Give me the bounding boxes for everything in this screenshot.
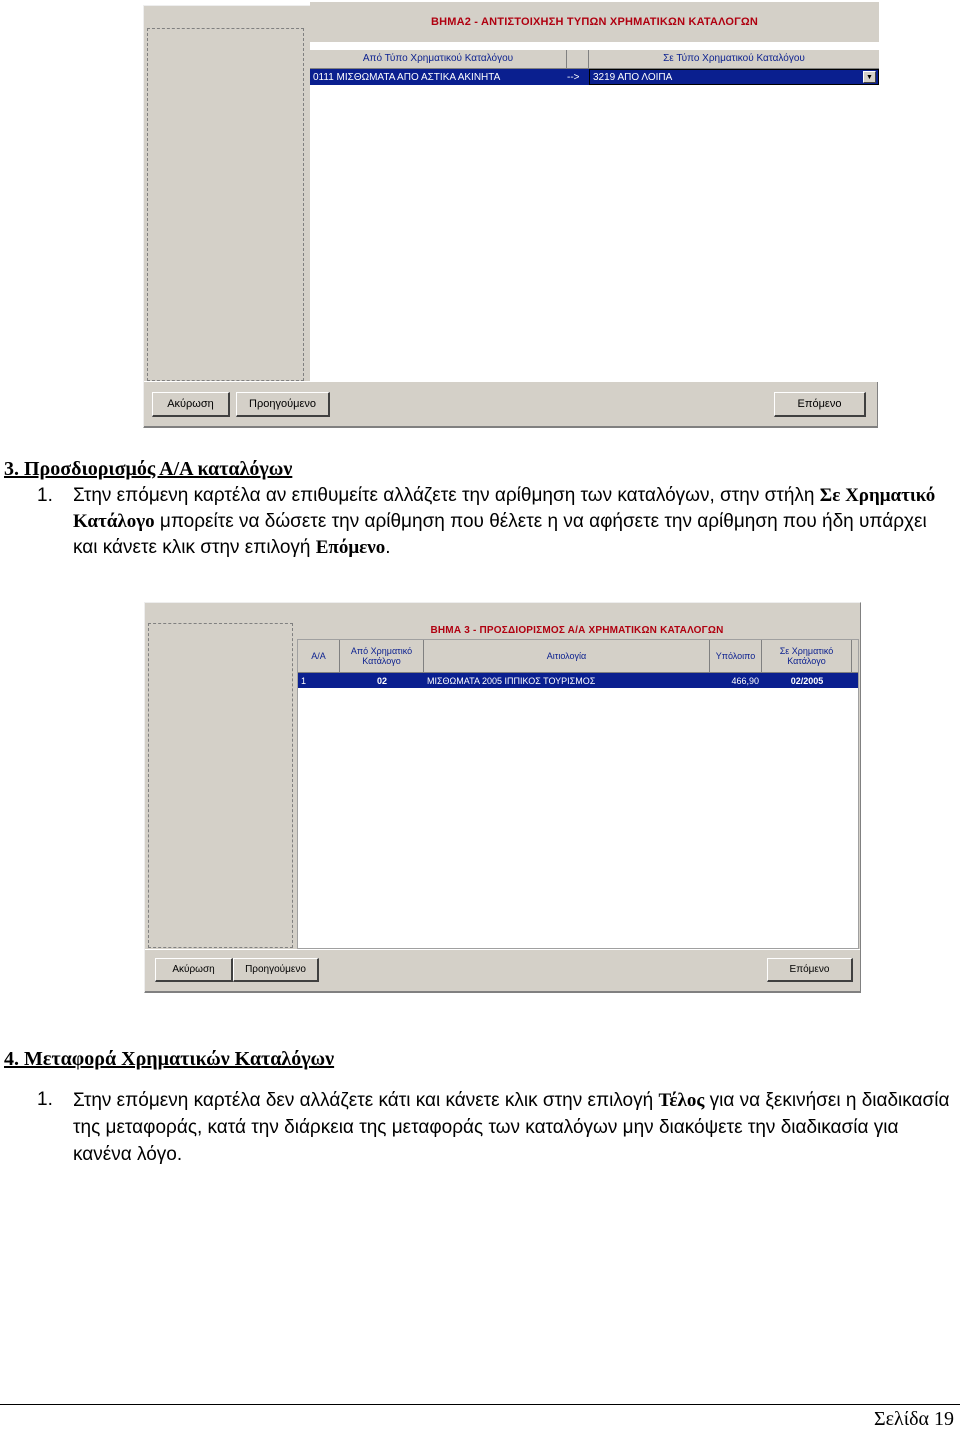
chevron-down-icon[interactable]: ▼ bbox=[863, 71, 876, 83]
section3-heading: 3. Προσδιορισμός Α/Α καταλόγων bbox=[4, 458, 293, 480]
section4-text-a: Στην επόμενη καρτέλα δεν αλλάζετε κάτι και κάνετε κλικ στην επιλογή bbox=[73, 1090, 659, 1111]
cancel-button[interactable]: Ακύρωση bbox=[155, 958, 233, 982]
section3-item-number: 1. bbox=[37, 485, 53, 506]
step2-row-to-value: 3219 ΑΠΟ ΛΟΙΠΑ bbox=[593, 71, 673, 83]
step2-row-arrow: --> bbox=[567, 71, 580, 83]
step3-side-panel bbox=[148, 623, 293, 948]
section4-heading: 4. Μεταφορά Χρηματικών Καταλόγων bbox=[4, 1048, 335, 1070]
step2-window bbox=[143, 5, 878, 428]
step2-grid-header bbox=[310, 50, 879, 69]
footer-divider bbox=[0, 1404, 960, 1405]
step3-row-aa: 1 bbox=[301, 675, 307, 686]
table-row[interactable] bbox=[298, 673, 858, 688]
page-number: Σελίδα 19 bbox=[873, 1408, 954, 1430]
step3-col-balance[interactable]: Υπόλοιπο bbox=[710, 640, 762, 672]
step2-row-from: 0111 ΜΙΣΘΩΜΑΤΑ ΑΠΟ ΑΣΤΙΚΑ ΑΚΙΝΗΤΑ bbox=[313, 71, 501, 83]
step2-col-from[interactable]: Από Τύπο Χρηματικού Καταλόγου bbox=[310, 50, 567, 68]
step2-side-panel bbox=[147, 28, 304, 381]
step3-col-to[interactable]: Σε Χρηματικό Κατάλογο bbox=[762, 640, 852, 672]
step2-row-to-select[interactable] bbox=[589, 69, 879, 85]
step3-row-to[interactable]: 02/2005 bbox=[790, 675, 824, 686]
step2-footer bbox=[144, 381, 877, 427]
step3-col-aa[interactable]: Α/Α bbox=[298, 640, 340, 672]
section4-bold-a: Τέλος bbox=[658, 1090, 705, 1111]
section3-text-a: Στην επόμενη καρτέλα αν επιθυμείτε αλλάζετε την αρίθμηση των καταλόγων, στην στήλη bbox=[73, 485, 820, 506]
step3-row-balance: 466,90 bbox=[731, 675, 759, 686]
section4-paragraph bbox=[73, 1087, 953, 1168]
table-row[interactable] bbox=[310, 69, 879, 85]
step3-main-panel bbox=[297, 639, 859, 949]
step3-col-reason[interactable]: Αιτιολογία bbox=[424, 640, 710, 672]
previous-button[interactable]: Προηγούμενο bbox=[233, 958, 319, 982]
step2-title: ΒΗΜΑ2 - ΑΝΤΙΣΤΟΙΧΗΣΗ ΤΥΠΩΝ ΧΡΗΜΑΤΙΚΩΝ ΚΑΤΑΛΟΓΩΝ bbox=[310, 2, 879, 42]
step3-row-reason: ΜΙΣΘΩΜΑΤΑ 2005 ΙΠΠΙΚΟΣ ΤΟΥΡΙΣΜΟΣ bbox=[427, 675, 596, 686]
step3-row-from: 02 bbox=[376, 675, 387, 686]
section4-text-b: για να ξεκινήσει η διαδικασία της μεταφοράς, κατά την διάρκεια της μεταφοράς των καταλόγων μην διακόψετε την διαδικασία για κανένα λόγο. bbox=[73, 1090, 950, 1165]
section3-text-c: . bbox=[385, 537, 391, 558]
section3-bold-a: Σε Χρηματικό Κατάλογο bbox=[73, 485, 936, 532]
step3-grid-header bbox=[298, 640, 858, 673]
section3-text-b: μπορείτε να δώσετε την αρίθμηση που θέλετε η να αφήσετε την αρίθμηση που ήδη υπάρχει και κάνετε κλικ στην επιλογή bbox=[73, 511, 927, 558]
step3-col-from[interactable]: Από Χρηματικό Κατάλογο bbox=[340, 640, 424, 672]
step2-main-panel bbox=[310, 6, 879, 382]
step3-window bbox=[144, 602, 861, 993]
previous-button[interactable]: Προηγούμενο bbox=[236, 392, 330, 417]
section4-item-number: 1. bbox=[37, 1089, 53, 1110]
step3-footer bbox=[145, 949, 860, 992]
next-button[interactable]: Επόμενο bbox=[767, 958, 853, 982]
next-button[interactable]: Επόμενο bbox=[774, 392, 866, 417]
step2-col-spacer bbox=[567, 50, 589, 68]
step2-col-to[interactable]: Σε Τύπο Χρηματικού Καταλόγου bbox=[663, 53, 805, 64]
section3-paragraph bbox=[73, 483, 953, 561]
section3-bold-b: Επόμενο bbox=[315, 537, 386, 558]
step3-title: ΒΗΜΑ 3 - ΠΡΟΣΔΙΟΡΙΣΜΟΣ Α/Α ΧΡΗΜΑΤΙΚΩΝ ΚΑΤΑΛΟΓΩΝ bbox=[297, 623, 857, 639]
cancel-button[interactable]: Ακύρωση bbox=[152, 392, 230, 417]
